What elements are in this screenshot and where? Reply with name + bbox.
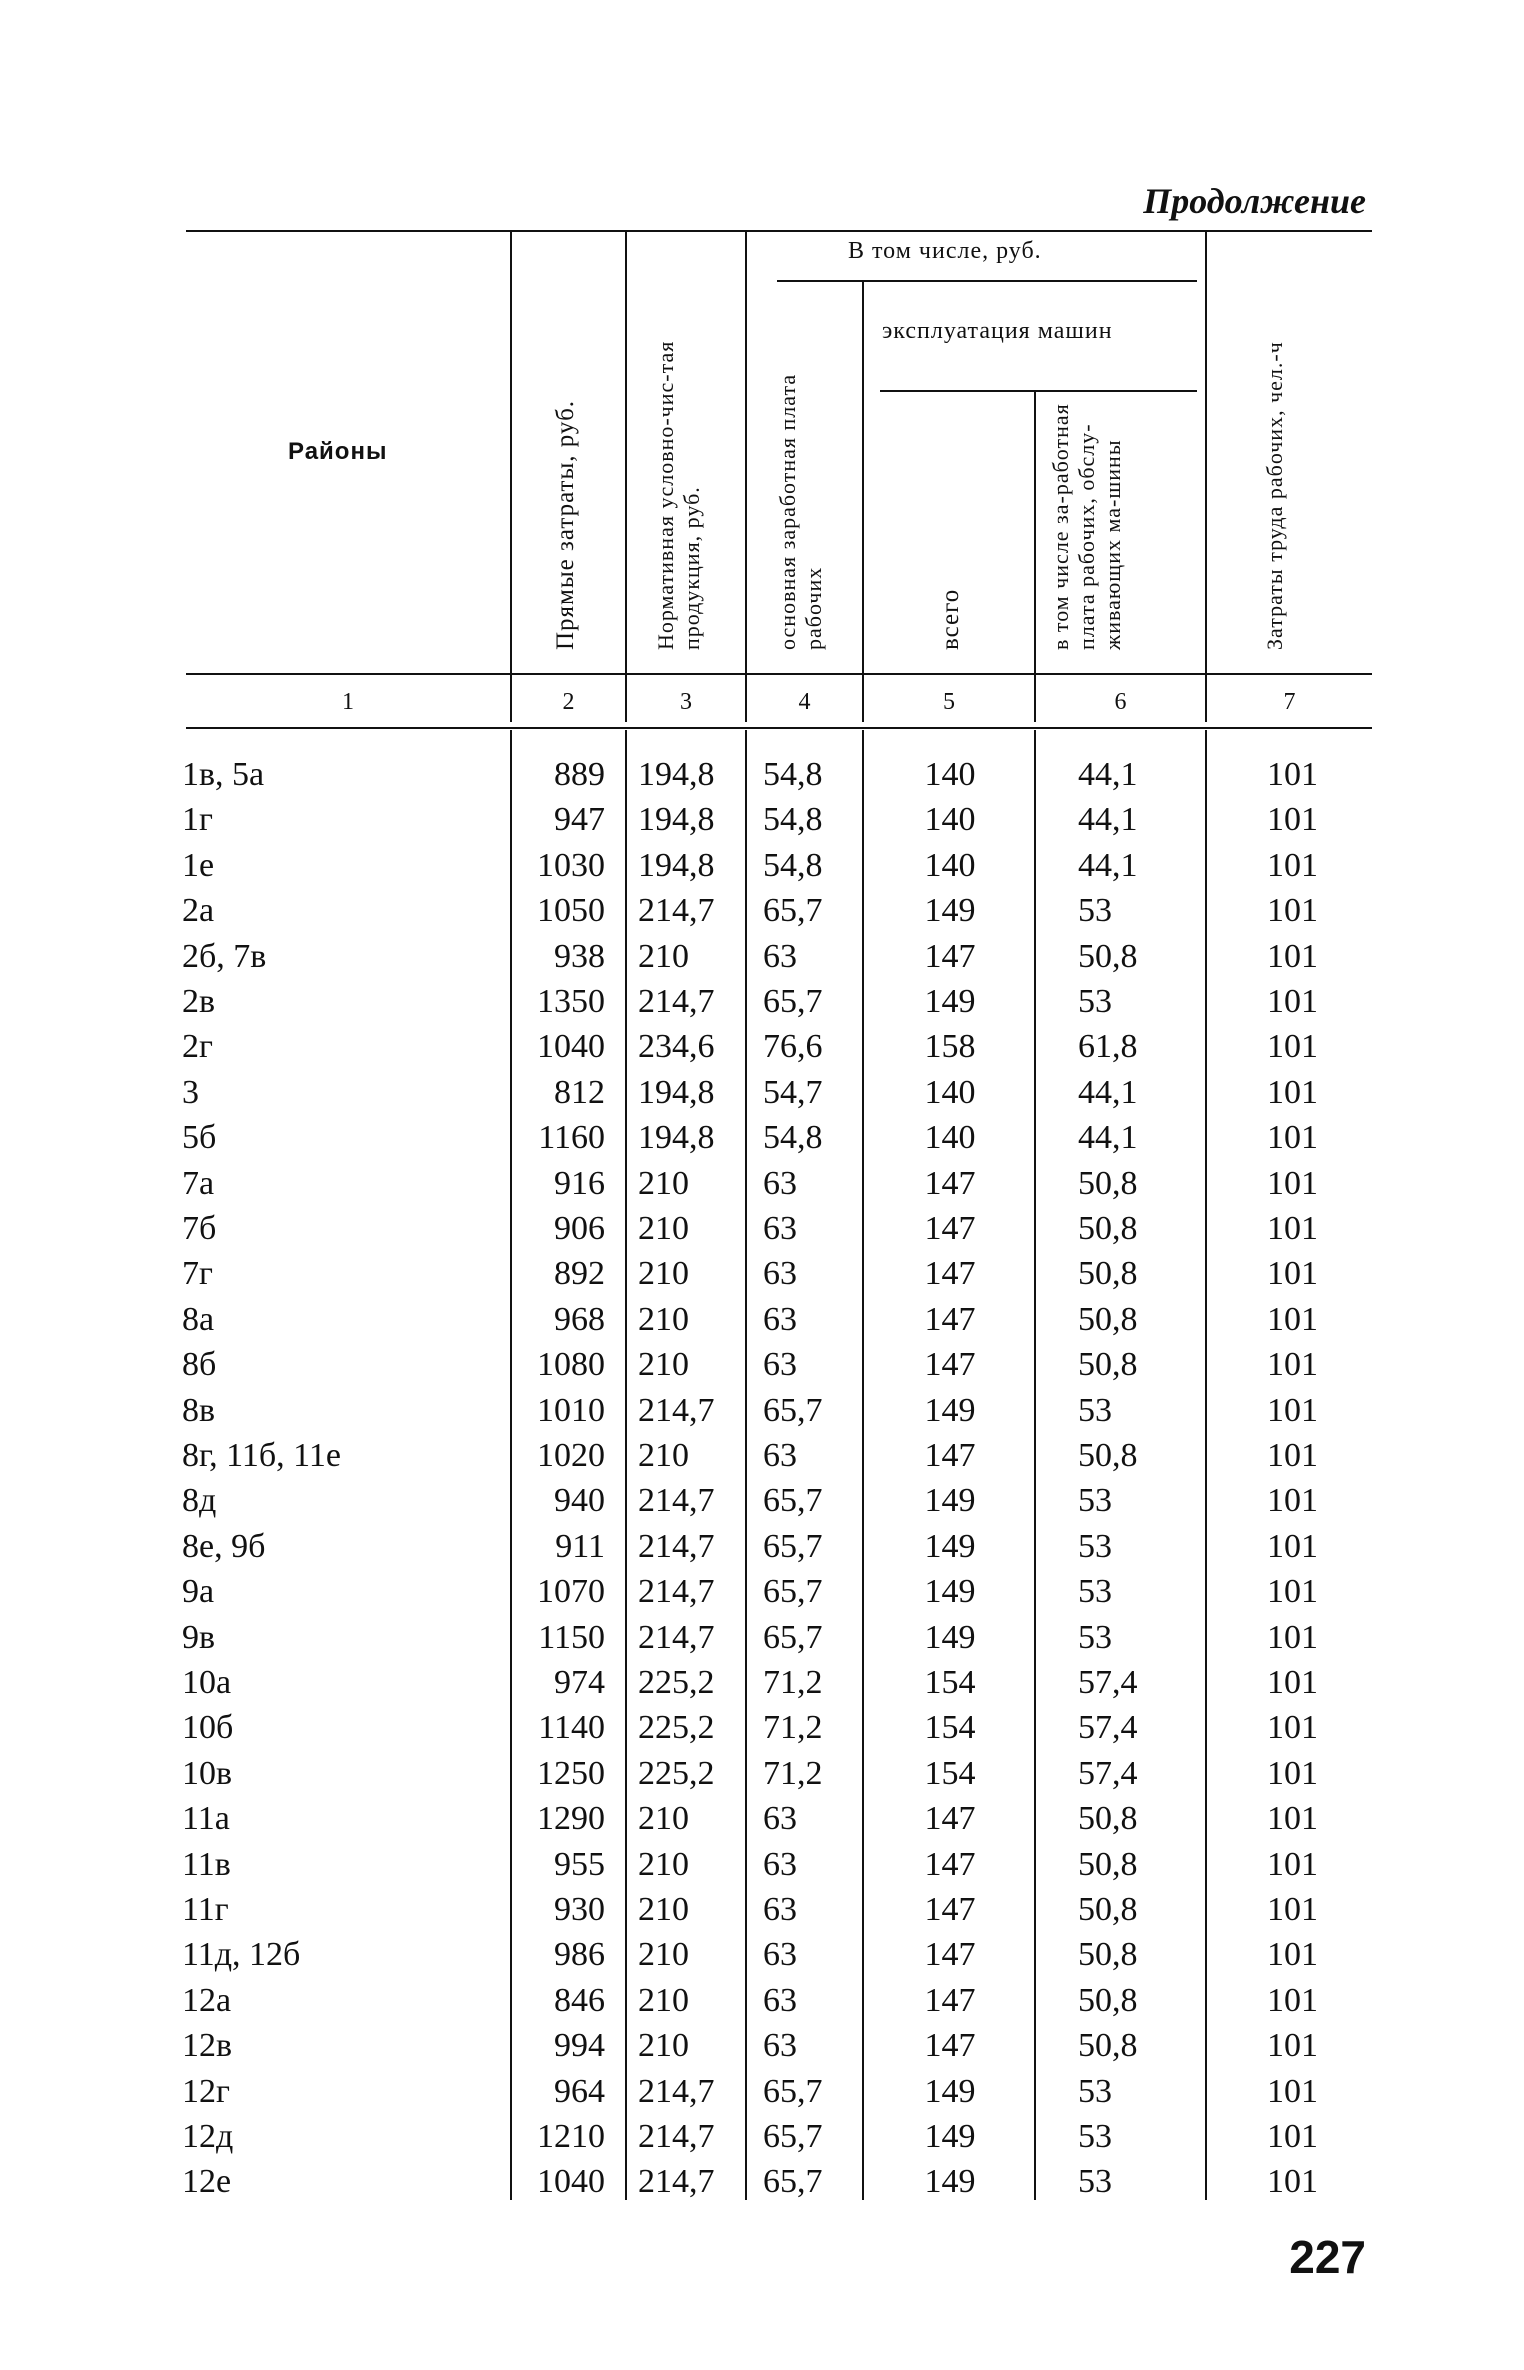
table-cell: 210 bbox=[638, 938, 689, 975]
table-cell: 225,2 bbox=[638, 1709, 715, 1746]
region-cell: 1в, 5а bbox=[182, 756, 265, 793]
table-cell: 1210 bbox=[537, 2118, 605, 2155]
table-cell: 44,1 bbox=[1078, 1119, 1138, 1156]
table-cell: 140 bbox=[924, 1074, 976, 1111]
table-cell: 53 bbox=[1078, 983, 1112, 1020]
table-cell: 1050 bbox=[537, 892, 605, 929]
table-cell: 225,2 bbox=[638, 1664, 715, 1701]
table-cell: 101 bbox=[1267, 1165, 1318, 1202]
table-cell: 140 bbox=[924, 1119, 976, 1156]
table-cell: 101 bbox=[1267, 892, 1318, 929]
table-cell: 140 bbox=[924, 801, 976, 838]
region-cell: 11д, 12б bbox=[182, 1936, 301, 1973]
table-cell: 210 bbox=[638, 1165, 689, 1202]
table-cell: 140 bbox=[924, 847, 976, 884]
table-cell: 53 bbox=[1078, 1573, 1112, 1610]
table-cell: 214,7 bbox=[638, 2073, 715, 2110]
header-machine-operation: эксплуатация машин bbox=[882, 318, 1113, 344]
header-bottom-rule bbox=[186, 673, 1372, 675]
table-cell: 63 bbox=[763, 1210, 797, 1247]
table-cell: 63 bbox=[763, 1936, 797, 1973]
header-total: всего bbox=[937, 588, 964, 650]
table-cell: 974 bbox=[554, 1664, 605, 1701]
table-cell: 210 bbox=[638, 1255, 689, 1292]
table-cell: 101 bbox=[1267, 1800, 1318, 1837]
region-cell: 2г bbox=[182, 1028, 213, 1065]
header-vline-5 bbox=[1034, 392, 1036, 722]
table-cell: 63 bbox=[763, 1255, 797, 1292]
table-cell: 210 bbox=[638, 1800, 689, 1837]
table-cell: 149 bbox=[924, 2118, 976, 2155]
region-cell: 7а bbox=[182, 1165, 215, 1202]
table-cell: 101 bbox=[1267, 801, 1318, 838]
table-cell: 53 bbox=[1078, 1528, 1112, 1565]
table-cell: 101 bbox=[1267, 2118, 1318, 2155]
table-cell: 147 bbox=[924, 1437, 976, 1474]
table-cell: 916 bbox=[554, 1165, 605, 1202]
table-cell: 147 bbox=[924, 1846, 976, 1883]
table-cell: 149 bbox=[924, 1528, 976, 1565]
table-cell: 76,6 bbox=[763, 1028, 823, 1065]
table-cell: 101 bbox=[1267, 983, 1318, 1020]
table-cell: 892 bbox=[554, 1255, 605, 1292]
table-cell: 50,8 bbox=[1078, 1301, 1138, 1338]
table-cell: 57,4 bbox=[1078, 1709, 1138, 1746]
table-cell: 1290 bbox=[537, 1800, 605, 1837]
table-cell: 154 bbox=[924, 1709, 976, 1746]
table-cell: 63 bbox=[763, 1437, 797, 1474]
region-cell: 8г, 11б, 11е bbox=[182, 1437, 341, 1474]
table-cell: 50,8 bbox=[1078, 1891, 1138, 1928]
table-cell: 1040 bbox=[537, 2163, 605, 2200]
table-cell: 194,8 bbox=[638, 1119, 715, 1156]
table-cell: 65,7 bbox=[763, 2118, 823, 2155]
table-cell: 194,8 bbox=[638, 847, 715, 884]
table-cell: 57,4 bbox=[1078, 1664, 1138, 1701]
table-cell: 158 bbox=[924, 1028, 976, 1065]
table-cell: 54,8 bbox=[763, 847, 823, 884]
header-direct-costs: Прямые затраты, руб. bbox=[552, 399, 579, 650]
table-cell: 147 bbox=[924, 1255, 976, 1292]
table-cell: 101 bbox=[1267, 1301, 1318, 1338]
region-cell: 10в bbox=[182, 1755, 233, 1792]
table-cell: 65,7 bbox=[763, 1392, 823, 1429]
table-cell: 101 bbox=[1267, 1936, 1318, 1973]
region-cell: 7г bbox=[182, 1255, 213, 1292]
table-cell: 65,7 bbox=[763, 2163, 823, 2200]
table-cell: 147 bbox=[924, 1936, 976, 1973]
body-vline-5 bbox=[1034, 730, 1036, 2200]
table-cell: 65,7 bbox=[763, 892, 823, 929]
table-cell: 986 bbox=[554, 1936, 605, 1973]
table-cell: 54,8 bbox=[763, 756, 823, 793]
region-cell: 1е bbox=[182, 847, 215, 884]
column-number-rule bbox=[186, 727, 1372, 729]
table-cell: 1150 bbox=[538, 1619, 605, 1656]
table-cell: 44,1 bbox=[1078, 1074, 1138, 1111]
header-vline-2 bbox=[625, 232, 627, 722]
table-cell: 101 bbox=[1267, 1573, 1318, 1610]
table-cell: 101 bbox=[1267, 1437, 1318, 1474]
table-cell: 54,7 bbox=[763, 1074, 823, 1111]
header-regions: Районы bbox=[288, 438, 388, 465]
table-cell: 210 bbox=[638, 2027, 689, 2064]
table-cell: 63 bbox=[763, 938, 797, 975]
table-cell: 63 bbox=[763, 1301, 797, 1338]
table-cell: 50,8 bbox=[1078, 1165, 1138, 1202]
table-cell: 44,1 bbox=[1078, 801, 1138, 838]
table-cell: 63 bbox=[763, 1891, 797, 1928]
colnum-1: 1 bbox=[342, 689, 354, 715]
table-cell: 210 bbox=[638, 1437, 689, 1474]
table-cell: 994 bbox=[554, 2027, 605, 2064]
table-cell: 154 bbox=[924, 1664, 976, 1701]
table-cell: 65,7 bbox=[763, 983, 823, 1020]
body-vline-2 bbox=[625, 730, 627, 2200]
table-cell: 147 bbox=[924, 1891, 976, 1928]
table-cell: 214,7 bbox=[638, 983, 715, 1020]
table-cell: 149 bbox=[924, 1392, 976, 1429]
body-vline-4 bbox=[862, 730, 864, 2200]
table-cell: 53 bbox=[1078, 1619, 1112, 1656]
region-cell: 11г bbox=[182, 1891, 229, 1928]
table-cell: 101 bbox=[1267, 1982, 1318, 2019]
table-cell: 964 bbox=[554, 2073, 605, 2110]
table-cell: 101 bbox=[1267, 1891, 1318, 1928]
table-cell: 50,8 bbox=[1078, 1437, 1138, 1474]
table-cell: 1350 bbox=[537, 983, 605, 1020]
header-normative-product: Нормативная условно-чис-тая продукция, руб. bbox=[653, 340, 704, 650]
colnum-4: 4 bbox=[798, 689, 811, 715]
table-cell: 947 bbox=[554, 801, 605, 838]
table-cell: 149 bbox=[924, 1482, 976, 1519]
table-cell: 50,8 bbox=[1078, 1982, 1138, 2019]
table-cell: 63 bbox=[763, 1165, 797, 1202]
machine-rule bbox=[880, 390, 1197, 392]
region-cell: 8в bbox=[182, 1392, 216, 1429]
region-cell: 7б bbox=[182, 1210, 217, 1247]
table-cell: 101 bbox=[1267, 1028, 1318, 1065]
table-cell: 63 bbox=[763, 1846, 797, 1883]
table-cell: 210 bbox=[638, 1936, 689, 1973]
header-labor: Затраты труда рабочих, чел.-ч bbox=[1262, 341, 1287, 650]
header-base-wage: основная заработная плата рабочих bbox=[775, 373, 826, 650]
table-cell: 938 bbox=[554, 938, 605, 975]
table-cell: 1070 bbox=[537, 1573, 605, 1610]
table-cell: 214,7 bbox=[638, 2163, 715, 2200]
table-cell: 101 bbox=[1267, 2073, 1318, 2110]
table-cell: 53 bbox=[1078, 1482, 1112, 1519]
table-cell: 889 bbox=[554, 756, 605, 793]
header-vline-6 bbox=[1205, 232, 1207, 722]
colnum-7: 7 bbox=[1283, 689, 1296, 715]
table-cell: 101 bbox=[1267, 1709, 1318, 1746]
table-cell: 101 bbox=[1267, 2163, 1318, 2200]
table-cell: 210 bbox=[638, 1301, 689, 1338]
table-cell: 149 bbox=[924, 892, 976, 929]
table-cell: 57,4 bbox=[1078, 1755, 1138, 1792]
table-cell: 194,8 bbox=[638, 756, 715, 793]
table-cell: 101 bbox=[1267, 1119, 1318, 1156]
including-rule bbox=[777, 280, 1197, 282]
table-cell: 846 bbox=[554, 1982, 605, 2019]
table-cell: 149 bbox=[924, 2163, 976, 2200]
table-cell: 940 bbox=[554, 1482, 605, 1519]
table-cell: 147 bbox=[924, 1982, 976, 2019]
table-cell: 44,1 bbox=[1078, 756, 1138, 793]
region-cell: 11в bbox=[182, 1846, 231, 1883]
table-cell: 1250 bbox=[537, 1755, 605, 1792]
table-cell: 930 bbox=[554, 1891, 605, 1928]
table-cell: 225,2 bbox=[638, 1755, 715, 1792]
table-cell: 63 bbox=[763, 1982, 797, 2019]
region-cell: 9в bbox=[182, 1619, 216, 1656]
table-cell: 210 bbox=[638, 1982, 689, 2019]
table-cell: 65,7 bbox=[763, 1573, 823, 1610]
table-cell: 54,8 bbox=[763, 1119, 823, 1156]
table-cell: 147 bbox=[924, 1346, 976, 1383]
body-vline-1 bbox=[510, 730, 512, 2200]
header-vline-3 bbox=[745, 232, 747, 722]
table-cell: 54,8 bbox=[763, 801, 823, 838]
table-cell: 1080 bbox=[537, 1346, 605, 1383]
region-cell: 1г bbox=[182, 801, 213, 838]
region-cell: 5б bbox=[182, 1119, 217, 1156]
table-cell: 1010 bbox=[537, 1392, 605, 1429]
table-cell: 50,8 bbox=[1078, 1800, 1138, 1837]
region-cell: 10б bbox=[182, 1709, 234, 1746]
table-cell: 71,2 bbox=[763, 1709, 823, 1746]
region-cell: 2в bbox=[182, 983, 216, 1020]
table-cell: 214,7 bbox=[638, 1482, 715, 1519]
table-cell: 101 bbox=[1267, 1074, 1318, 1111]
table-cell: 53 bbox=[1078, 2073, 1112, 2110]
page-number: 227 bbox=[1289, 2231, 1366, 2283]
table-cell: 194,8 bbox=[638, 801, 715, 838]
header-incl-wage: в том числе за-работная плата рабочих, обслу-живающих ма-шины bbox=[1048, 403, 1125, 650]
table-cell: 955 bbox=[554, 1846, 605, 1883]
table-cell: 210 bbox=[638, 1210, 689, 1247]
table-cell: 53 bbox=[1078, 2163, 1112, 2200]
table-cell: 44,1 bbox=[1078, 847, 1138, 884]
table-cell: 101 bbox=[1267, 1755, 1318, 1792]
header-vline-4 bbox=[862, 282, 864, 722]
region-cell: 8д bbox=[182, 1482, 217, 1519]
table-cell: 210 bbox=[638, 1891, 689, 1928]
table-cell: 50,8 bbox=[1078, 1255, 1138, 1292]
table-cell: 101 bbox=[1267, 1482, 1318, 1519]
region-cell: 12г bbox=[182, 2073, 230, 2110]
table-cell: 812 bbox=[554, 1074, 605, 1111]
table-cell: 101 bbox=[1267, 1619, 1318, 1656]
table-cell: 101 bbox=[1267, 1664, 1318, 1701]
table-cell: 65,7 bbox=[763, 1619, 823, 1656]
table-cell: 214,7 bbox=[638, 1573, 715, 1610]
table-cell: 149 bbox=[924, 1573, 976, 1610]
table-cell: 65,7 bbox=[763, 2073, 823, 2110]
table-cell: 1040 bbox=[537, 1028, 605, 1065]
table-cell: 149 bbox=[924, 983, 976, 1020]
table-cell: 101 bbox=[1267, 1346, 1318, 1383]
header-vline-1 bbox=[510, 232, 512, 722]
table-cell: 149 bbox=[924, 1619, 976, 1656]
colnum-2: 2 bbox=[562, 689, 575, 715]
table-cell: 147 bbox=[924, 2027, 976, 2064]
table-cell: 101 bbox=[1267, 1210, 1318, 1247]
table-cell: 210 bbox=[638, 1346, 689, 1383]
table-cell: 214,7 bbox=[638, 1392, 715, 1429]
table-cell: 906 bbox=[554, 1210, 605, 1247]
table-cell: 50,8 bbox=[1078, 1210, 1138, 1247]
table-cell: 154 bbox=[924, 1755, 976, 1792]
table-cell: 147 bbox=[924, 1210, 976, 1247]
region-cell: 12е bbox=[182, 2163, 232, 2200]
table-cell: 63 bbox=[763, 1800, 797, 1837]
table-cell: 53 bbox=[1078, 2118, 1112, 2155]
table-cell: 65,7 bbox=[763, 1482, 823, 1519]
table-cell: 63 bbox=[763, 2027, 797, 2064]
table-cell: 1160 bbox=[538, 1119, 605, 1156]
region-cell: 8е, 9б bbox=[182, 1528, 266, 1565]
table-cell: 71,2 bbox=[763, 1755, 823, 1792]
table-cell: 1140 bbox=[538, 1709, 605, 1746]
table-cell: 210 bbox=[638, 1846, 689, 1883]
table-cell: 50,8 bbox=[1078, 938, 1138, 975]
table-cell: 101 bbox=[1267, 1392, 1318, 1429]
table-cell: 147 bbox=[924, 938, 976, 975]
region-cell: 11а bbox=[182, 1800, 230, 1837]
region-cell: 10а bbox=[182, 1664, 232, 1701]
region-cell: 9а bbox=[182, 1573, 215, 1610]
table-cell: 50,8 bbox=[1078, 1846, 1138, 1883]
table-cell: 101 bbox=[1267, 2027, 1318, 2064]
header-including: В том числе, руб. bbox=[848, 238, 1042, 264]
table-top-rule bbox=[186, 230, 1372, 232]
region-cell: 3 bbox=[182, 1074, 199, 1111]
table-cell: 65,7 bbox=[763, 1528, 823, 1565]
colnum-5: 5 bbox=[943, 689, 955, 715]
continuation-label: Продолжение bbox=[1143, 181, 1366, 221]
table-cell: 71,2 bbox=[763, 1664, 823, 1701]
table-cell: 214,7 bbox=[638, 892, 715, 929]
table-cell: 149 bbox=[924, 2073, 976, 2110]
region-cell: 2б, 7в bbox=[182, 938, 267, 975]
colnum-6: 6 bbox=[1114, 689, 1127, 715]
table-cell: 63 bbox=[763, 1346, 797, 1383]
table-cell: 194,8 bbox=[638, 1074, 715, 1111]
table-cell: 53 bbox=[1078, 892, 1112, 929]
table-cell: 1030 bbox=[537, 847, 605, 884]
table-cell: 140 bbox=[924, 756, 976, 793]
table-cell: 911 bbox=[555, 1528, 605, 1565]
table-cell: 1020 bbox=[537, 1437, 605, 1474]
region-cell: 12д bbox=[182, 2118, 234, 2155]
region-cell: 2а bbox=[182, 892, 215, 929]
table-cell: 101 bbox=[1267, 756, 1318, 793]
table-cell: 101 bbox=[1267, 847, 1318, 884]
table-cell: 61,8 bbox=[1078, 1028, 1138, 1065]
table-cell: 50,8 bbox=[1078, 1936, 1138, 1973]
table-cell: 101 bbox=[1267, 1846, 1318, 1883]
table-cell: 214,7 bbox=[638, 2118, 715, 2155]
region-cell: 12в bbox=[182, 2027, 233, 2064]
table-cell: 50,8 bbox=[1078, 2027, 1138, 2064]
table-cell: 53 bbox=[1078, 1392, 1112, 1429]
table-cell: 101 bbox=[1267, 1528, 1318, 1565]
table-cell: 147 bbox=[924, 1800, 976, 1837]
table-cell: 50,8 bbox=[1078, 1346, 1138, 1383]
table-cell: 147 bbox=[924, 1301, 976, 1338]
region-cell: 8а bbox=[182, 1301, 215, 1338]
colnum-3: 3 bbox=[680, 689, 692, 715]
table-cell: 214,7 bbox=[638, 1619, 715, 1656]
table-cell: 101 bbox=[1267, 1255, 1318, 1292]
table-cell: 234,6 bbox=[638, 1028, 715, 1065]
body-vline-3 bbox=[745, 730, 747, 2200]
table-cell: 968 bbox=[554, 1301, 605, 1338]
table-cell: 101 bbox=[1267, 938, 1318, 975]
region-cell: 12а bbox=[182, 1982, 232, 2019]
table-cell: 147 bbox=[924, 1165, 976, 1202]
table-cell: 214,7 bbox=[638, 1528, 715, 1565]
region-cell: 8б bbox=[182, 1346, 217, 1383]
